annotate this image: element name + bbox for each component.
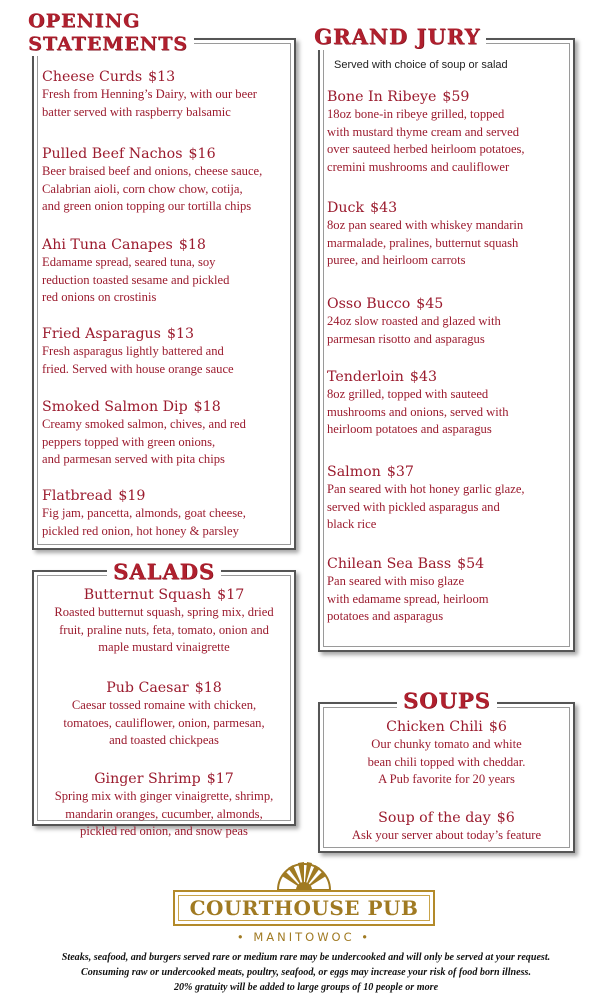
item-price: $17 <box>206 771 234 787</box>
item-name: Duck <box>327 200 365 216</box>
item-description: Spring mix with ginger vinaigrette, shrimp, mandarin oranges, cucumber, almonds, pickled red onion, and snow peas <box>54 789 274 838</box>
item-description: Pan seared with hot honey garlic glaze, served with pickled asparagus and black rice <box>327 482 525 531</box>
item-name: Smoked Salmon Dip <box>42 399 188 415</box>
menu-item <box>327 295 501 348</box>
item-price: $6 <box>488 719 507 735</box>
menu-item <box>327 199 523 270</box>
item-description: Fresh from Henning’s Dairy, with our beer batter served with raspberry balsamic <box>42 87 257 119</box>
item-description: 24oz slow roasted and glazed with parmesan risotto and asparagus <box>327 314 501 346</box>
item-price: $45 <box>416 296 444 312</box>
menu-item <box>34 770 294 841</box>
item-description: Caesar tossed romaine with chicken, tomatoes, cauliflower, onion, parmesan, and toasted chickpeas <box>63 698 265 747</box>
item-name: Chilean Sea Bass <box>327 556 452 572</box>
soups-title: SOUPS <box>397 688 497 714</box>
courthouse-pub-logo <box>173 860 435 952</box>
item-description: 18oz bone-in ribeye grilled, topped with mustard thyme cream and served over sauteed herbed heirloom potatoes, cremini mushrooms and cauliflower <box>327 107 525 174</box>
grand-jury-subtitle: Served with choice of soup or salad <box>334 59 508 71</box>
menu-item <box>42 236 229 307</box>
item-description: Pan seared with miso glaze with edamame spread, heirloom potatoes and asparagus <box>327 574 489 623</box>
sunburst-fan-icon <box>274 860 334 892</box>
item-name: Tenderloin <box>327 369 404 385</box>
menu-item <box>327 463 525 534</box>
item-price: $13 <box>166 326 195 342</box>
item-name: Ahi Tuna Canapes <box>42 237 173 253</box>
item-name: Pulled Beef Nachos <box>42 146 183 162</box>
item-price: $13 <box>148 69 176 85</box>
item-price: $18 <box>178 237 206 253</box>
menu-item <box>42 68 257 121</box>
item-description: 8oz grilled, topped with sauteed mushrooms and onions, served with heirloom potatoes and asparagus <box>327 387 509 436</box>
item-name: Salmon <box>327 464 381 480</box>
item-name: Cheese Curds <box>42 69 143 85</box>
menu-item <box>42 487 246 540</box>
logo-location: • MANITOWOC • <box>236 930 372 944</box>
item-name: Bone In Ribeye <box>327 89 437 105</box>
opening-statements-title: OPENING STATEMENTS <box>22 10 194 56</box>
item-name: Chicken Chili <box>386 719 483 735</box>
item-price: $6 <box>496 810 515 826</box>
menu-item <box>34 586 294 657</box>
item-price: $59 <box>442 89 470 105</box>
item-price: $43 <box>370 200 398 216</box>
item-price: $17 <box>217 587 245 603</box>
item-name: Flatbread <box>42 488 113 504</box>
item-name: Pub Caesar <box>106 680 189 696</box>
item-name: Fried Asparagus <box>42 326 161 342</box>
item-name: Ginger Shrimp <box>94 771 201 787</box>
menu-item <box>42 145 262 216</box>
item-price: $16 <box>188 146 216 162</box>
item-name: Osso Bucco <box>327 296 411 312</box>
item-description: Fresh asparagus lightly battered and fried. Served with house orange sauce <box>42 344 234 376</box>
menu-item <box>42 325 234 378</box>
menu-item <box>327 368 509 439</box>
item-price: $18 <box>193 399 221 415</box>
item-description: Edamame spread, seared tuna, soy reduction toasted sesame and pickled red onions on crostinis <box>42 255 230 304</box>
menu-item <box>34 679 294 750</box>
item-price: $37 <box>386 464 414 480</box>
item-description: Beer braised beef and onions, cheese sauce, Calabrian aioli, corn chow chow, cotija, and green onion topping our tortilla chips <box>42 164 263 213</box>
item-price: $18 <box>194 680 222 696</box>
item-description: Creamy smoked salmon, chives, and red peppers topped with green onions, and parmesan served with pita chips <box>42 417 246 466</box>
item-description: Ask your server about today’s feature <box>351 828 542 842</box>
item-name: Soup of the day <box>378 810 491 826</box>
menu-item <box>42 398 246 469</box>
disclaimer-line-1: Steaks, seafood, and burgers served rare or medium rare may be undercooked and will only be served at your request. <box>61 952 551 963</box>
logo-name: COURTHOUSE PUB <box>189 896 419 920</box>
salads-title: SALADS <box>107 559 221 585</box>
menu-item <box>327 555 489 626</box>
menu-item <box>320 718 573 789</box>
item-description: Our chunky tomato and white bean chili topped with cheddar. A Pub favorite for 20 years <box>367 737 526 786</box>
menu-item <box>320 809 573 845</box>
item-price: $54 <box>457 556 485 572</box>
grand-jury-title: GRAND JURY <box>308 24 486 50</box>
item-price: $43 <box>409 369 438 385</box>
item-description: 8oz pan seared with whiskey mandarin marmalade, pralines, butternut squash puree, and heirloom carrots <box>327 218 524 267</box>
item-name: Butternut Squash <box>83 587 212 603</box>
disclaimer-line-2: Consuming raw or undercooked meats, poultry, seafood, or eggs may increase your risk of food born illness. <box>81 967 531 978</box>
menu-item <box>327 88 525 176</box>
logo-nameplate <box>173 890 435 926</box>
item-description: Roasted butternut squash, spring mix, dried fruit, praline nuts, feta, tomato, onion and maple mustard vinaigrette <box>54 605 274 654</box>
disclaimer-line-3: 20% gratuity will be added to large groups of 10 people or more <box>173 982 439 993</box>
item-description: Fig jam, pancetta, almonds, goat cheese, pickled red onion, hot honey & parsley <box>42 506 246 538</box>
item-price: $19 <box>118 488 146 504</box>
